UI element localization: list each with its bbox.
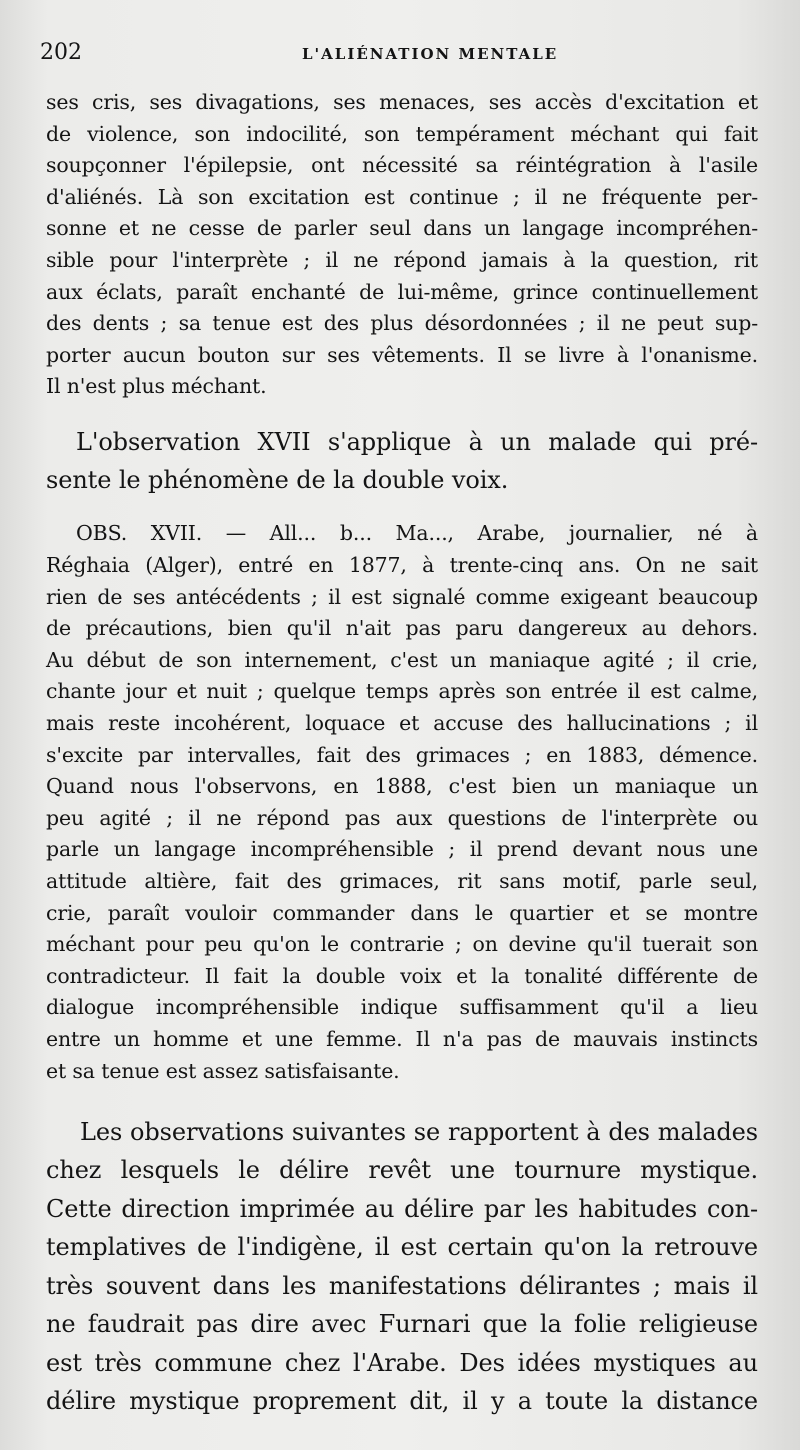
text-line: parle un langage incompréhensible ; il prend devant nous une: [46, 837, 758, 862]
text-line: ses cris, ses divagations, ses menaces, ses accès d'excitation et: [46, 90, 758, 114]
text-line: Quand nous l'observons, en 1888, c'est bien un maniaque un: [46, 774, 758, 799]
paragraph-mystic: [46, 1151, 758, 1421]
text-line: entre un homme et une femme. Il n'a pas de mauvais instincts: [46, 1026, 758, 1051]
text-line: dialogue incompréhensible indique suffisamment qu'il a lieu: [46, 995, 758, 1020]
paragraph-intro-obs: [46, 423, 758, 462]
paragraph-continuation: [46, 87, 758, 403]
paragraph-mystic-first: [46, 1113, 758, 1152]
text-line: d'aliénés. Là son excitation est continue ; il ne fréquente per-: [46, 184, 758, 209]
text-line: porter aucun bouton sur ses vêtements. Il se livre à l'onanisme.: [46, 342, 758, 367]
text-line: sible pour l'interprète ; il ne répond jamais à la question, rit: [46, 247, 758, 272]
running-head: L'ALIÉNATION MENTALE: [302, 45, 559, 63]
text-line: chez lesquels le délire revêt une tournure mystique.: [46, 1156, 758, 1184]
observation-xvii: [46, 550, 758, 1087]
observation-heading-line: [46, 518, 758, 550]
text-line: de violence, son indocilité, son tempérament méchant qui fait: [46, 121, 758, 146]
text-line: crie, paraît vouloir commander dans le quartier et se montre: [46, 900, 758, 925]
text-line: des dents ; sa tenue est des plus désordonnées ; il ne peut sup-: [46, 311, 758, 336]
text-line: et sa tenue est assez satisfaisante.: [46, 1058, 400, 1083]
text-line: de précautions, bien qu'il n'ait pas paru dangereux au dehors.: [46, 616, 758, 641]
text-line: délire mystique proprement dit, il y a toute la distance: [46, 1387, 758, 1415]
text-line: attitude altière, fait des grimaces, rit sans motif, parle seul,: [46, 868, 758, 893]
text-line: sente le phénomène de la double voix.: [46, 466, 509, 494]
text-line: Réghaia (Alger), entré en 1877, à trente-cinq ans. On ne sait: [46, 553, 758, 577]
text-line: aux éclats, paraît enchanté de lui-même, grince continuellement: [46, 279, 758, 304]
page-number: 202: [40, 40, 82, 65]
text-line: OBS. XVII. — All... b... Ma..., Arabe, journalier, né à: [76, 521, 758, 545]
text-line: L'observation XVII s'applique à un malade qui pré-: [76, 428, 758, 456]
text-line: Cette direction imprimée au délire par les habitudes con-: [46, 1194, 758, 1223]
text-line: soupçonner l'épilepsie, ont nécessité sa réintégration à l'asile: [46, 153, 758, 178]
text-line: chante jour et nuit ; quelque temps après son entrée il est calme,: [46, 679, 758, 704]
text-line: sonne et ne cesse de parler seul dans un langage incompréhen-: [46, 216, 758, 241]
text-line: Au début de son internement, c'est un maniaque agité ; il crie,: [46, 647, 758, 672]
text-line: méchant pour peu qu'on le contrarie ; on devine qu'il tuerait son: [46, 932, 758, 957]
text-line: templatives de l'indigène, il est certain qu'on la retrouve: [46, 1233, 758, 1261]
text-line: peu agité ; il ne répond pas aux questions de l'interprète ou: [46, 805, 758, 830]
text-line: rien de ses antécédents ; il est signalé comme exigeant beaucoup: [46, 584, 758, 609]
text-line: s'excite par intervalles, fait des grimaces ; en 1883, démence.: [46, 742, 758, 767]
text-line: ne faudrait pas dire avec Furnari que la folie religieuse: [46, 1310, 758, 1338]
text-line: très souvent dans les manifestations délirantes ; mais il: [46, 1271, 758, 1300]
text-line: Les observations suivantes se rapportent à des malades: [80, 1118, 758, 1146]
text-line: contradicteur. Il fait la double voix et la tonalité différente de: [46, 963, 758, 988]
text-line: est très commune chez l'Arabe. Des idées mystiques au: [46, 1348, 758, 1377]
text-line: Il n'est plus méchant.: [46, 374, 267, 399]
text-line: mais reste incohérent, loquace et accuse des hallucinations ; il: [46, 710, 758, 735]
page-header: [40, 40, 755, 76]
paragraph-intro-obs-cont: [46, 461, 758, 500]
